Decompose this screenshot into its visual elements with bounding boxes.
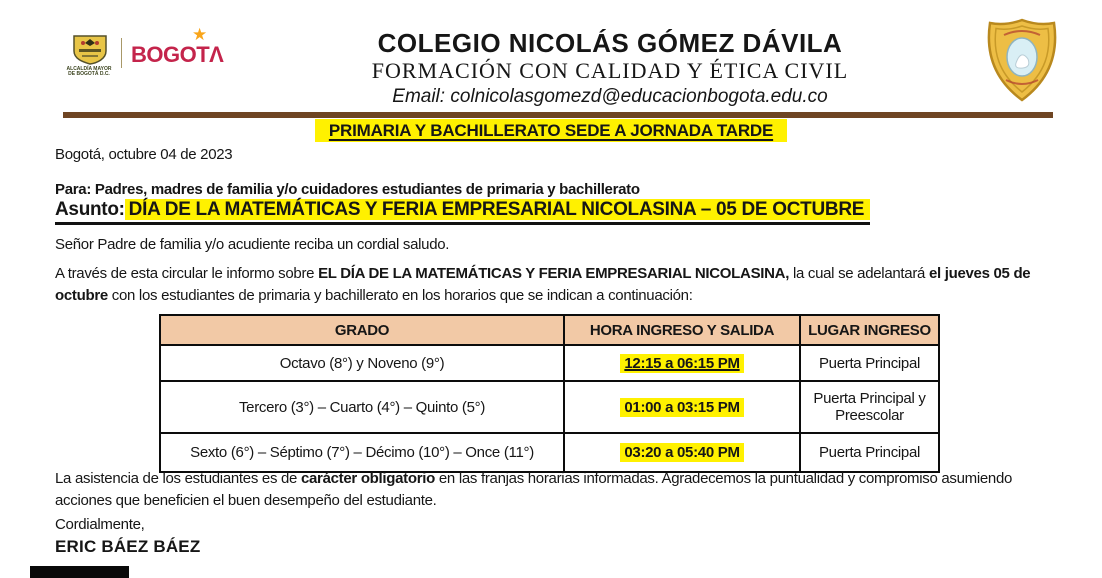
school-shield-icon [986, 18, 1058, 102]
school-motto: FORMACIÓN CON CALIDAD Y ÉTICA CIVIL [371, 58, 849, 83]
banner-title: PRIMARIA Y BACHILLERATO SEDE A JORNADA TARDE [315, 119, 787, 142]
time-highlight: 12:15 a 06:15 PM [620, 354, 743, 373]
intro-bold-date: el jueves 05 de octubre [55, 265, 1031, 304]
closing-bold: carácter obligatorio [300, 470, 436, 487]
cell-grado: Tercero (3°) – Cuarto (4°) – Quinto (5°) [160, 381, 564, 433]
intro-paragraph [55, 263, 1057, 307]
cell-lugar: Puerta Principal y Preescolar [800, 381, 939, 433]
signoff-line: Cordialmente, [55, 516, 145, 533]
intro-bold-event: EL DÍA DE LA MATEMÁTICAS Y FERIA EMPRESARIAL NICOLASINA, [318, 265, 790, 282]
signature-name: ERIC BÁEZ BÁEZ [55, 537, 201, 556]
closing-text: La asistencia de los estudiantes es de [55, 470, 301, 487]
school-email: Email: colnicolasgomezd@educacionbogota.edu.co [392, 86, 828, 107]
closing-text: en las franjas horarias informadas. Agradecemos la puntualidad y compromiso asumiendo acciones que beneficien el buen desempeño del estudiante. [55, 470, 1013, 509]
time-highlight: 01:00 a 03:15 PM [620, 398, 743, 417]
banner-row [0, 119, 1102, 142]
intro-text: la cual se adelantará [789, 265, 929, 282]
table-row [160, 381, 939, 433]
col-header-hora: HORA INGRESO Y SALIDA [564, 315, 800, 345]
cell-hora [564, 433, 800, 472]
table-header-row [160, 315, 939, 345]
col-header-lugar: LUGAR INGRESO [800, 315, 939, 345]
cell-hora [564, 345, 800, 381]
bogota-star-icon: ★ [192, 25, 208, 44]
intro-text: con los estudiantes de primaria y bachillerato en los horarios que se indican a continuación: [107, 287, 693, 304]
schedule-table [159, 314, 940, 473]
table-row [160, 433, 939, 472]
alcaldia-crest-icon [70, 34, 110, 66]
col-header-grado: GRADO [160, 315, 564, 345]
cell-hora [564, 381, 800, 433]
intro-text: A través de esta circular le informo sobre [55, 265, 319, 282]
table-row [160, 345, 939, 381]
subject-highlight: DÍA DE LA MATEMÁTICAS Y FERIA EMPRESARIAL NICOLASINA – 05 DE OCTUBRE [125, 199, 870, 220]
recipient-line: Para: Padres, madres de familia y/o cuidadores estudiantes de primaria y bachillerato [55, 181, 640, 198]
alcaldia-caption: ALCALDÍA MAYOR DE BOGOTÁ D.C. [66, 66, 112, 77]
cell-lugar: Puerta Principal [800, 345, 939, 381]
school-name: COLEGIO NICOLÁS GÓMEZ DÁVILA [377, 28, 843, 58]
date-line: Bogotá, octubre 04 de 2023 [55, 146, 233, 163]
header-divider-rule [63, 112, 1053, 118]
bogota-wordmark: BOGOTΛ [131, 42, 224, 67]
time-highlight: 03:20 a 05:40 PM [620, 443, 743, 462]
signature-mark [30, 566, 129, 578]
subject-line [55, 199, 870, 225]
cell-lugar: Puerta Principal [800, 433, 939, 472]
closing-paragraph [55, 468, 1057, 512]
logo-divider [121, 38, 122, 68]
cell-grado: Sexto (6°) – Séptimo (7°) – Décimo (10°) – Once (11°) [160, 433, 564, 472]
subject-label: Asunto: [55, 199, 125, 220]
greeting-line: Señor Padre de familia y/o acudiente reciba un cordial saludo. [55, 236, 450, 253]
cell-grado: Octavo (8°) y Noveno (9°) [160, 345, 564, 381]
